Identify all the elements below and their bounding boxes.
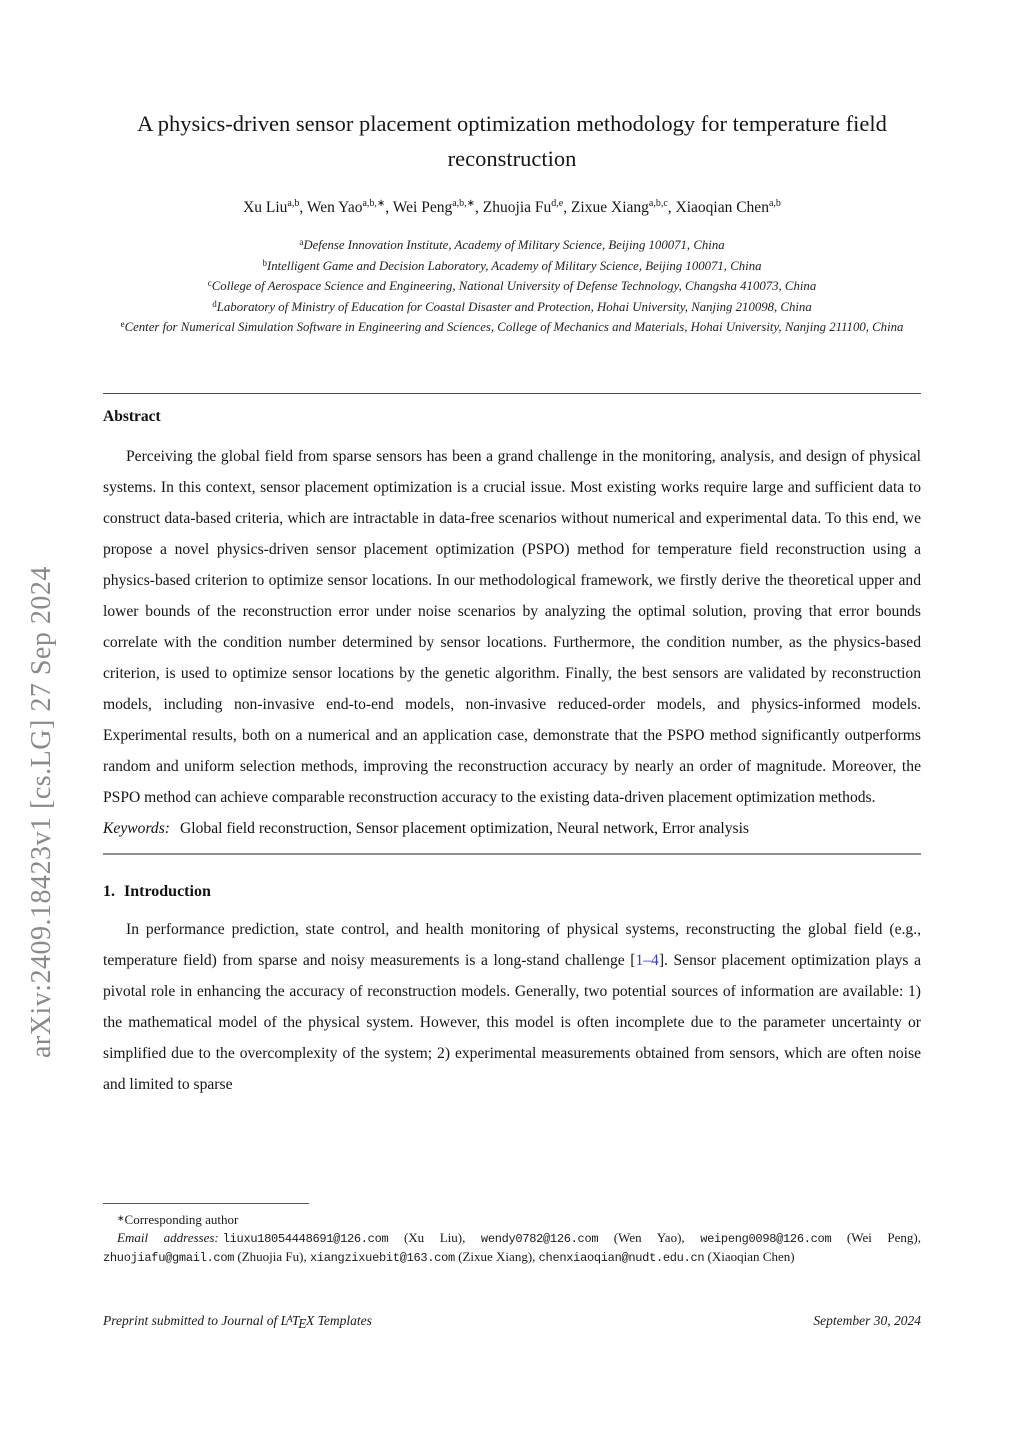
- affiliation-text: Defense Innovation Institute, Academy of Military Science, Beijing 100071, China: [303, 238, 725, 252]
- author-name: Xu Liu: [243, 199, 288, 216]
- section-number: 1.: [103, 883, 115, 900]
- author-line: [103, 198, 921, 217]
- corresponding-marker: ∗: [117, 1213, 125, 1223]
- keywords-label: Keywords:: [103, 820, 170, 837]
- email-separator: ,: [681, 1229, 701, 1245]
- affiliation: [103, 234, 921, 255]
- section-heading-introduction: [103, 883, 921, 901]
- email-address: chenxiaoqian@nudt.edu.cn: [538, 1251, 705, 1265]
- abstract-top-rule: [103, 393, 921, 394]
- abstract-paragraph: Perceiving the global field from sparse sensors has been a grand challenge in the monitoring, analysis, and design of physical systems. In this context, sensor placement optimization is a crucial issue. Most existing works require large and sufficient data to construct data-based criteria, which are intractable in data-free scenarios without numerical and experimental data. To this end, we propose a novel physics-driven sensor placement optimization (PSPO) method for temperature field reconstruction using a physics-based criterion to optimize sensor locations. In our methodological framework, we firstly derive the theoretical upper and lower bounds of the reconstruction error under noise scenarios by analyzing the optimal solution, proving that error bounds correlate with the condition number determined by sensor locations. Furthermore, the condition number, as the physics-based criterion, is used to optimize sensor locations by the genetic algorithm. Finally, the best sensors are validated by reconstruction models, including non-invasive end-to-end models, non-invasive reduced-order models, and physics-informed models. Experimental results, both on a numerical and an application case, demonstrate that the PSPO method significantly outperforms random and uniform selection methods, improving the reconstruction accuracy by nearly an order of magnitude. Moreover, the PSPO method can achieve comparable reconstruction accuracy to the existing data-driven placement optimization methods.: [103, 448, 921, 806]
- author: [243, 199, 307, 216]
- affiliation-mark: b: [262, 257, 267, 268]
- footer-date: September 30, 2024: [813, 1313, 921, 1328]
- email-addresses-note: [103, 1229, 921, 1268]
- author: [571, 199, 676, 216]
- email-owner: (Wen Yao): [598, 1229, 682, 1245]
- affiliation: [103, 316, 921, 337]
- author-affil-marks: a,b: [287, 198, 300, 209]
- author-separator: ,: [563, 199, 571, 216]
- abstract-heading: Abstract: [103, 408, 161, 425]
- author: [393, 199, 483, 216]
- author-name: Zixue Xiang: [570, 199, 649, 216]
- paper-title: A physics-driven sensor placement optimization methodology for temperature field reconstruction: [137, 111, 887, 171]
- footer-preprint-suffix: Templates: [314, 1313, 372, 1328]
- author-separator: ,: [475, 199, 483, 216]
- affiliation-text: Laboratory of Ministry of Education for Coastal Disaster and Protection, Hohai University, Nanjing 210098, China: [216, 299, 812, 314]
- introduction-paragraph: [103, 914, 921, 1100]
- author-affil-marks: a,b: [768, 198, 781, 209]
- affiliation-mark: e: [120, 319, 125, 329]
- abstract-bottom-rule: [103, 853, 921, 855]
- affiliation-list: [103, 234, 921, 337]
- author-name: Wei Peng: [392, 199, 453, 216]
- email-address: wendy0782@126.com: [480, 1231, 599, 1246]
- author-affil-marks: a,b,c: [648, 198, 668, 209]
- email-owner: (Zixue Xiang): [454, 1249, 533, 1264]
- author: [307, 199, 393, 216]
- citation-link[interactable]: 1–4: [635, 952, 659, 969]
- affiliation-mark: c: [207, 278, 212, 288]
- corresponding-author-note: [103, 1210, 921, 1229]
- author-separator: ,: [385, 199, 393, 216]
- affiliation: [103, 255, 921, 276]
- email-address: xiangzixuebit@163.com: [309, 1251, 455, 1265]
- email-owner: (Wei Peng): [831, 1229, 918, 1245]
- main-column: [103, 393, 921, 1100]
- email-separator: ,: [532, 1249, 539, 1264]
- intro-text-after-citation: ]. Sensor placement optimization plays a pivotal role in enhancing the accuracy of reconstruction models. Generally, two potential sources of information are available: 1) the mathematical model of the physical system. However, this model is often incomplete due to the parameter uncertainty or simplified due to the overcomplexity of the system; 2) experimental measurements obtained from sensors, which are often noise and limited to sparse: [103, 952, 921, 1093]
- section-title: Introduction: [124, 883, 211, 900]
- keywords-line: [103, 813, 921, 844]
- author-name: Wen Yao: [306, 199, 363, 216]
- author: [483, 199, 571, 216]
- author-affil-marks: a,b,∗: [452, 198, 476, 209]
- affiliation-mark: d: [212, 298, 217, 309]
- footnote-block: [103, 1203, 921, 1268]
- author-affil-marks: a,b,∗: [362, 198, 386, 209]
- affiliation-text: Intelligent Game and Decision Laboratory, Academy of Military Science, Beijing 100071, China: [267, 258, 762, 273]
- footer-preprint-prefix: Preprint submitted to Journal of: [103, 1313, 281, 1328]
- paper-header: [103, 106, 921, 337]
- email-address: weipeng0098@126.com: [700, 1231, 832, 1246]
- email-label: Email addresses:: [117, 1229, 219, 1245]
- email-address: liuxu18054448691@126.com: [222, 1231, 389, 1246]
- author-separator: ,: [667, 199, 676, 216]
- author-name: Zhuojia Fu: [482, 199, 552, 216]
- email-separator: ,: [917, 1229, 921, 1245]
- footer-preprint-note: [103, 1313, 372, 1332]
- author-name: Xiaoqian Chen: [675, 199, 769, 216]
- affiliation: [103, 275, 921, 296]
- author: [676, 199, 781, 216]
- email-separator: ,: [303, 1249, 310, 1264]
- keywords-text: Global field reconstruction, Sensor placement optimization, Neural network, Error analysis: [180, 820, 750, 837]
- email-separator: ,: [462, 1229, 481, 1245]
- affiliation-mark: a: [299, 237, 304, 247]
- author-affil-marks: d,e: [551, 198, 564, 209]
- footnote-rule: [103, 1203, 309, 1204]
- affiliation: [103, 296, 921, 317]
- email-owner: (Xu Liu): [388, 1229, 463, 1245]
- page-footer: [103, 1313, 921, 1332]
- affiliation-text: College of Aerospace Science and Engineering, National University of Defense Technology, Changsha 410073, China: [211, 279, 817, 293]
- corresponding-text: Corresponding author: [124, 1212, 239, 1227]
- affiliation-text: Center for Numerical Simulation Software in Engineering and Sciences, College of Mechanics and Materials, Hohai University, Nanjing 211100, China: [124, 320, 904, 334]
- email-address: zhuojiafu@gmail.com: [103, 1251, 235, 1265]
- intro-text-before-citation: In performance prediction, state control, and health monitoring of physical systems, reconstructing the global field (e.g., temperature field) from sparse and noisy measurements is a long-stand challenge [: [103, 921, 921, 969]
- arxiv-watermark: arXiv:2409.18423v1 [cs.LG] 27 Sep 2024: [26, 566, 57, 1058]
- author-separator: ,: [299, 199, 307, 216]
- email-owner: (Xiaoqian Chen): [704, 1249, 795, 1264]
- email-owner: (Zhuojia Fu): [234, 1249, 304, 1264]
- latex-logo: LATEX: [280, 1313, 315, 1331]
